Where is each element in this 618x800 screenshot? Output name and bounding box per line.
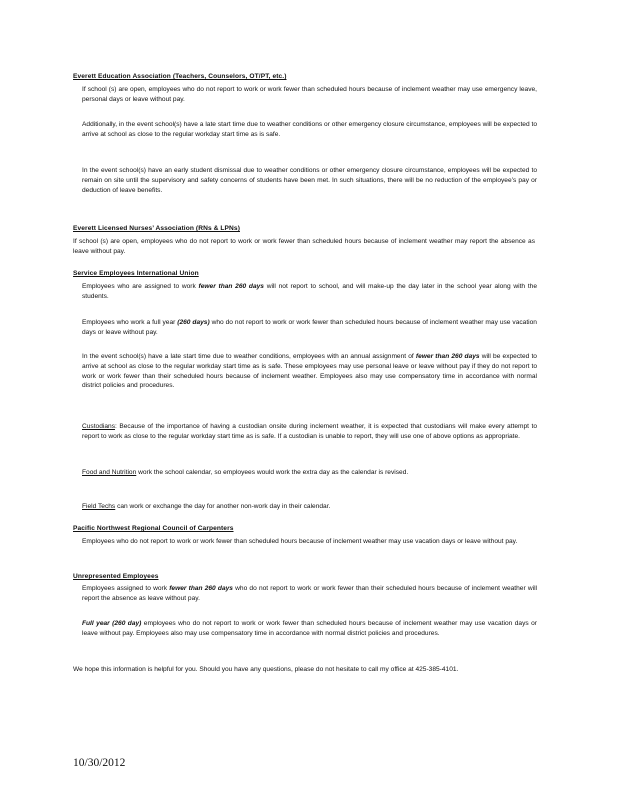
section-title-elna: Everett Licensed Nurses’ Association (RNs & LPNs) — [73, 225, 240, 232]
seiu-custodians-paragraph — [82, 422, 537, 442]
eea-paragraph-2: Additionally, in the event school(s) have a late start time due to weather conditions or other emergency closure circumstance, employees will be expected to arrive at school as close to the regular workday start time as is safe. — [82, 121, 537, 138]
section-title-pnrcc: Pacific Northwest Regional Council of Carpenters — [73, 525, 234, 532]
unrep-p2-text-b: employees who do not report to work or work fewer than scheduled hours because of inclement weather may use vacation days or leave without pay. Employees also may use compensatory time in accordance with normal district policies and procedures. — [82, 620, 537, 637]
eea-paragraph-3: In the event school(s) have an early student dismissal due to weather conditions or other emergency closure circumstance, employees will be expected to remain on site until the supervisory and safety concerns of students have been met. In such situations, there will be no reduction of the employee’s pay or deduction of leave benefits. — [82, 167, 537, 194]
closing-paragraph: We hope this information is helpful for you. Should you have any questions, please do not hesitate to call my office at 425-385-4101. — [73, 666, 459, 673]
field-techs-text: can work or exchange the day for another non-work day in their calendar. — [115, 503, 331, 510]
seiu-p3-text-c: will be expected to arrive at school as close to the regular workday start time as is safe. These employees may use personal leave or leave without pay if they do not report to work or work fewer than their scheduled hours because of inclement weather. Employees also may use compensatory time in accordance with normal district policies and procedures. — [82, 353, 537, 390]
seiu-p3-emphasis: fewer than 260 days — [415, 353, 480, 360]
seiu-p2-text-a: Employees who work a full year — [82, 319, 178, 326]
unrep-p1-emphasis: fewer than 260 days — [169, 585, 233, 592]
seiu-paragraph-3 — [82, 352, 537, 391]
seiu-p2-text-c: who do not report to work or work fewer than scheduled hours because of inclement weather may use vacation days or leave without pay. — [82, 319, 537, 336]
seiu-paragraph-1 — [82, 282, 537, 302]
section-title-unrepresented: Unrepresented Employees — [73, 573, 159, 580]
seiu-food-nutrition-paragraph — [82, 468, 537, 478]
section-title-eea: Everett Education Association (Teachers, Counselors, OT/PT, etc.) — [73, 73, 287, 80]
pnrcc-paragraph-1: Employees who do not report to work or work fewer than scheduled hours because of inclement weather may use vacation days or leave without pay. — [82, 538, 518, 545]
custodians-label: Custodians — [82, 423, 115, 430]
elna-paragraph-1: If school (s) are open, employees who do not report to work or work fewer than scheduled hours because of inclement weather may report the absence as leave without pay. — [73, 238, 535, 255]
custodians-text: : Because of the importance of having a custodian onsite during inclement weather, it is expected that custodians will make every attempt to report to work as close to the regular workday start time as is safe. If a custodian is unable to report, they will use one of above options as appropriate. — [82, 423, 537, 440]
unrep-p1-text-c: who do not report to work or work fewer than their scheduled hours because of inclement weather will report the absence as leave without pay. — [82, 585, 538, 602]
footer-date: 10/30/2012 — [73, 757, 126, 769]
seiu-p1-text-a: Employees who are assigned to work — [82, 283, 199, 290]
food-nutrition-text: work the school calendar, so employees would work the extra day as the calendar is revised. — [136, 469, 409, 476]
food-nutrition-label: Food and Nutrition — [82, 469, 137, 476]
seiu-p3-text-a: In the event school(s) have a late start time due to weather conditions, employees with an annual assignment of — [82, 353, 416, 360]
field-techs-label: Field Techs — [82, 503, 116, 510]
seiu-p2-emphasis: (260 days) — [177, 319, 210, 326]
unrep-p1-text-a: Employees assigned to work — [82, 585, 170, 592]
seiu-p1-text-c: will not report to school, and will make-up the day later in the school year along with the students. — [82, 283, 537, 300]
section-title-seiu: Service Employees International Union — [73, 270, 199, 277]
unrep-paragraph-2 — [82, 619, 537, 639]
seiu-field-techs-paragraph — [82, 502, 537, 512]
eea-paragraph-1: If school (s) are open, employees who do not report to work or work fewer than scheduled hours because of inclement weather may use emergency leave, personal days or leave without pay. — [82, 86, 537, 103]
seiu-paragraph-2 — [82, 318, 537, 338]
unrep-p2-emphasis: Full year (260 day) — [82, 620, 142, 627]
unrep-paragraph-1 — [82, 584, 537, 604]
seiu-p1-emphasis: fewer than 260 days — [198, 283, 264, 290]
